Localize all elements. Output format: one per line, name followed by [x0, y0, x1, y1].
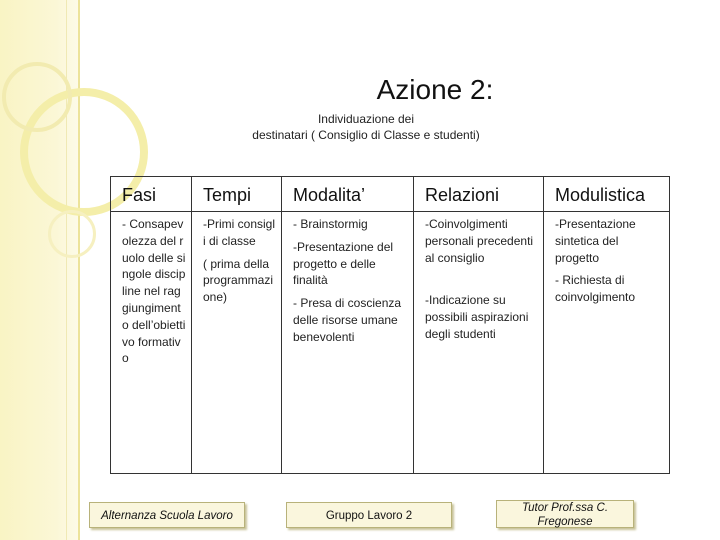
- header-modalita: Modalita’: [293, 185, 366, 205]
- tempi-item: ( prima della programmazione): [203, 256, 274, 305]
- header-tempi: Tempi: [203, 185, 252, 205]
- modalita-item: - Presa di coscienza delle risorse umane benevolenti: [293, 296, 402, 344]
- tempi-item: -Primi consigli di classe: [203, 217, 276, 248]
- side-divider-line: [78, 0, 80, 540]
- subtitle-line-1: Individuazione dei: [317, 112, 415, 126]
- header-fasi: Fasi: [122, 185, 157, 205]
- relazioni-item: -Coinvolgimenti personali precedenti al consiglio: [425, 217, 534, 265]
- header-relazioni: Relazioni: [425, 185, 500, 205]
- cell-relazioni: [418, 211, 539, 343]
- column-tempi: [192, 177, 281, 473]
- phases-table: [110, 176, 670, 474]
- column-fasi: [111, 177, 191, 473]
- column-modalita: [282, 177, 413, 473]
- modalita-item: - Brainstormig: [293, 217, 368, 231]
- cell-tempi: [196, 211, 277, 306]
- slide-title: Azione 2:: [376, 74, 494, 105]
- cell-modalita: [286, 211, 409, 346]
- header-modulistica: Modulistica: [555, 185, 646, 205]
- modulistica-item: - Richiesta di coinvolgimento: [555, 273, 636, 305]
- footer-alternanza: Alternanza Scuola Lavoro: [89, 502, 245, 528]
- footer-gruppo-lavoro: Gruppo Lavoro 2: [286, 502, 452, 528]
- decorative-circle-small: [2, 62, 72, 132]
- relazioni-item: -Indicazione su possibili aspirazioni degli studenti: [425, 293, 529, 341]
- column-modulistica: [544, 177, 669, 473]
- slide-subtitle: [180, 111, 552, 143]
- modalita-item: -Presentazione del progetto e delle finalità: [293, 239, 394, 288]
- footer-tutor: Tutor Prof.ssa C. Fregonese: [496, 500, 634, 528]
- cell-fasi: - Consapevolezza del ruolo delle singole discipline nel raggiungimento dell’obiettivo formativo: [122, 217, 186, 366]
- column-relazioni: [414, 177, 543, 473]
- cell-modulistica: [548, 211, 665, 306]
- decorative-circle-tiny: [48, 210, 96, 258]
- subtitle-line-2: destinatari ( Consiglio di Classe e studenti): [252, 128, 480, 142]
- modulistica-item: -Presentazione sintetica del progetto: [555, 217, 636, 265]
